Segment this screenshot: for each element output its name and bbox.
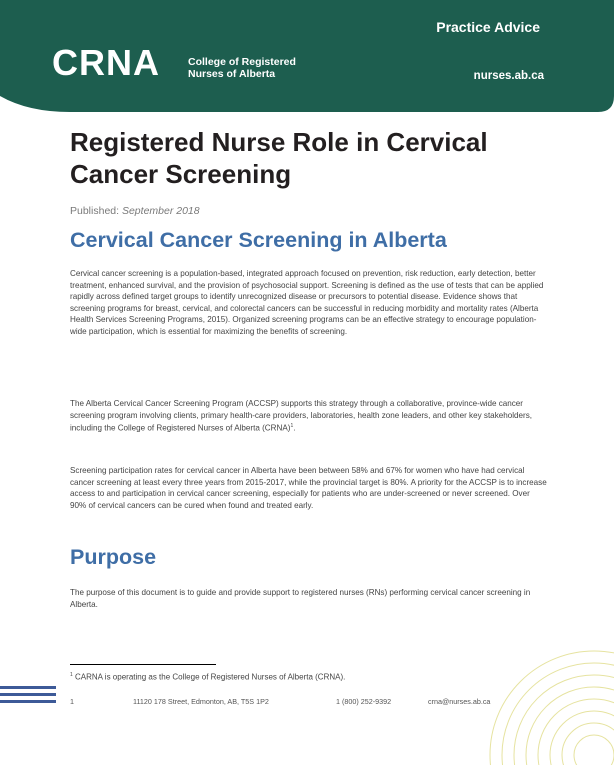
decorative-rings bbox=[444, 615, 614, 765]
org-name bbox=[188, 56, 296, 80]
page-number: 1 bbox=[70, 697, 74, 706]
footer-email[interactable]: crna@nurses.ab.ca bbox=[428, 697, 491, 706]
org-name-line2: Nurses of Alberta bbox=[188, 68, 276, 80]
published-label: Published: bbox=[70, 205, 120, 217]
org-name-line1: College of Registered bbox=[188, 56, 296, 68]
practice-advice-label: Practice Advice bbox=[436, 19, 540, 35]
published-value: September 2018 bbox=[121, 205, 200, 217]
footnote-ref[interactable]: 1 bbox=[290, 423, 294, 430]
footer-phone[interactable]: 1 (800) 252-9392 bbox=[336, 697, 392, 706]
header-banner bbox=[0, 0, 614, 114]
screening-paragraph-2-text: The Alberta Cervical Cancer Screening Program (ACCSP) supports this strategy through a collaborative, province-wide cancer screening program involving clients, primary health-care providers, laboratories, health zone leaders, and other key stakeholders, including the College of Registered Nurses of Alberta (CRNA) bbox=[70, 399, 533, 433]
published-date bbox=[70, 205, 200, 217]
footnote-marker: 1 bbox=[70, 672, 73, 678]
section-heading-purpose: Purpose bbox=[70, 545, 157, 569]
screening-paragraph-2-end: . bbox=[293, 423, 296, 433]
footnote bbox=[70, 672, 345, 682]
screening-paragraph-3: Screening participation rates for cervical cancer in Alberta have been between 58% and 67% for women who have had cervical cancer screening at least every three years from 2015-2017, while the provincial target is 80%. A priority for the ACCSP is to increase access to and participation in cervical cancer screening, especially for patients who are under-screened or never screened. Over 90% of cervical cancers can be cured when found and treated early. bbox=[70, 466, 547, 510]
website-link[interactable]: nurses.ab.ca bbox=[473, 70, 544, 82]
purpose-paragraph: The purpose of this document is to guide and provide support to registered nurses (RNs) performing cervical cancer screening in Alberta. bbox=[70, 588, 531, 609]
footnote-text: CARNA is operating as the College of Registered Nurses of Alberta (CRNA). bbox=[75, 672, 346, 682]
footnote-divider bbox=[70, 664, 216, 665]
screening-paragraph-2 bbox=[70, 398, 548, 434]
decoration-bar bbox=[0, 693, 56, 696]
screening-paragraph-1: Cervical cancer screening is a population-based, integrated approach focused on prevention, risk reduction, early detection, better treatment, enhanced survival, and the provision of psychosocial support. Screening is defined as the use of tests that can be applied rapidly across defined target groups to identify unrecognized disease or precursors to potential disease. Evidence shows that screening programs for breast, cervical, and colorectal cancers can be successful in reducing morbidity and mortality rates (Alberta Health Services Screening Programs, 2015). Organized screening programs can be an effective strategy to encourage population-wide participation, which is essential for maximizing the benefits of screening. bbox=[70, 269, 544, 336]
page-title bbox=[70, 126, 570, 190]
section-heading-screening: Cervical Cancer Screening in Alberta bbox=[70, 228, 447, 252]
page-title-line2: Cancer Screening bbox=[70, 159, 292, 189]
page-title-line1: Registered Nurse Role in Cervical bbox=[70, 127, 488, 157]
crna-logo: CRNA bbox=[52, 42, 160, 83]
decoration-bar bbox=[0, 686, 56, 689]
footer-address: 11120 178 Street, Edmonton, AB, T5S 1P2 bbox=[133, 697, 269, 706]
decoration-bar bbox=[0, 700, 56, 703]
